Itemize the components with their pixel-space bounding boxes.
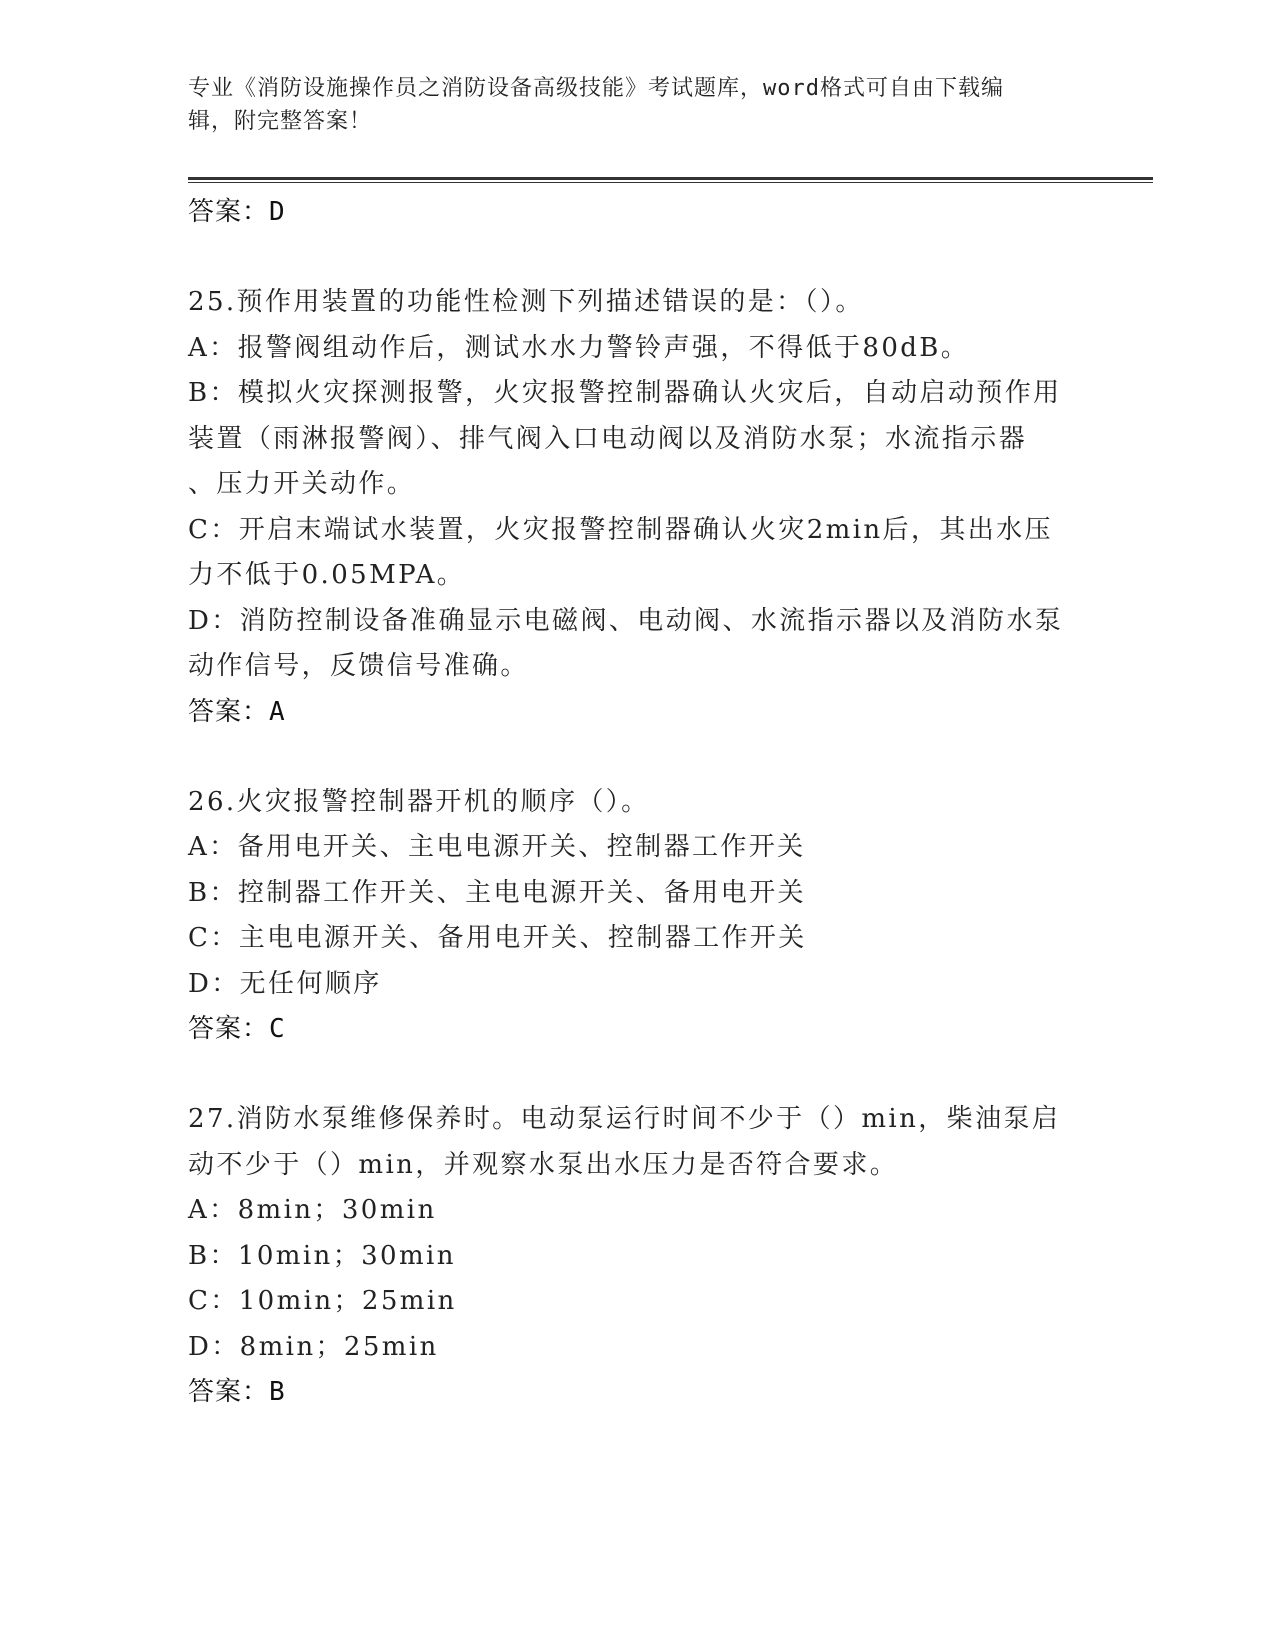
option-a: A：报警阀组动作后，测试水水力警铃声强，不得低于80dB。 [188,332,970,363]
document-header [188,72,1078,138]
question-stem-continued: 动不少于（）min，并观察水泵出水压力是否符合要求。 [188,1149,899,1180]
option-a: A：8min；30min [188,1195,437,1225]
option-d: D：消防控制设备准确显示电磁阀、电动阀、水流指示器以及消防水泵 [188,605,1064,636]
option-d: D：无任何顺序 [188,968,382,999]
option-b: B：控制器工作开关、主电电源开关、备用电开关 [188,877,806,908]
answer: 答案：C [188,1014,286,1044]
previous-answer: 答案：D [188,197,286,227]
header-divider-thick [188,177,1153,180]
option-d-continued: 动作信号，反馈信号准确。 [188,651,529,681]
option-b: B：模拟火灾探测报警，火灾报警控制器确认火灾后，自动启动预作用 [188,378,1062,408]
spacer [188,735,1088,780]
question-stem: 27.消防水泵维修保养时。电动泵运行时间不少于（）min，柴油泵启 [188,1104,1061,1134]
option-a: A：备用电开关、主电电源开关、控制器工作开关 [188,832,806,862]
spacer [188,235,1088,280]
header-line-1: 专业《消防设施操作员之消防设备高级技能》考试题库，word格式可自由下载编 [188,76,1004,101]
question-27 [188,1097,1088,1415]
question-stem: 25.预作用装置的功能性检测下列描述错误的是：（）。 [188,287,864,317]
option-b-continued: 、压力开关动作。 [188,469,416,499]
option-b: B：10min；30min [188,1240,456,1271]
header-divider-thin [188,182,1153,183]
question-25 [188,280,1088,735]
header-line-2: 辑，附完整答案！ [188,109,373,134]
option-c: C：10min；25min [188,1286,457,1316]
answer: 答案：B [188,1377,286,1407]
option-c: C：开启末端试水装置，火灾报警控制器确认火灾2min后，其出水压 [188,514,1053,545]
option-d: D：8min；25min [188,1331,439,1362]
option-c-continued: 力不低于0.05MPA。 [188,560,466,590]
question-26 [188,780,1088,1053]
answer: 答案：A [188,696,286,727]
spacer [188,1052,1088,1097]
option-c: C：主电电源开关、备用电开关、控制器工作开关 [188,923,807,953]
question-stem: 26.火灾报警控制器开机的顺序（）。 [188,786,650,817]
question-list [188,190,1088,1415]
option-b-continued: 装置（雨淋报警阀）、排气阀入口电动阀以及消防水泵；水流指示器 [188,423,1028,454]
